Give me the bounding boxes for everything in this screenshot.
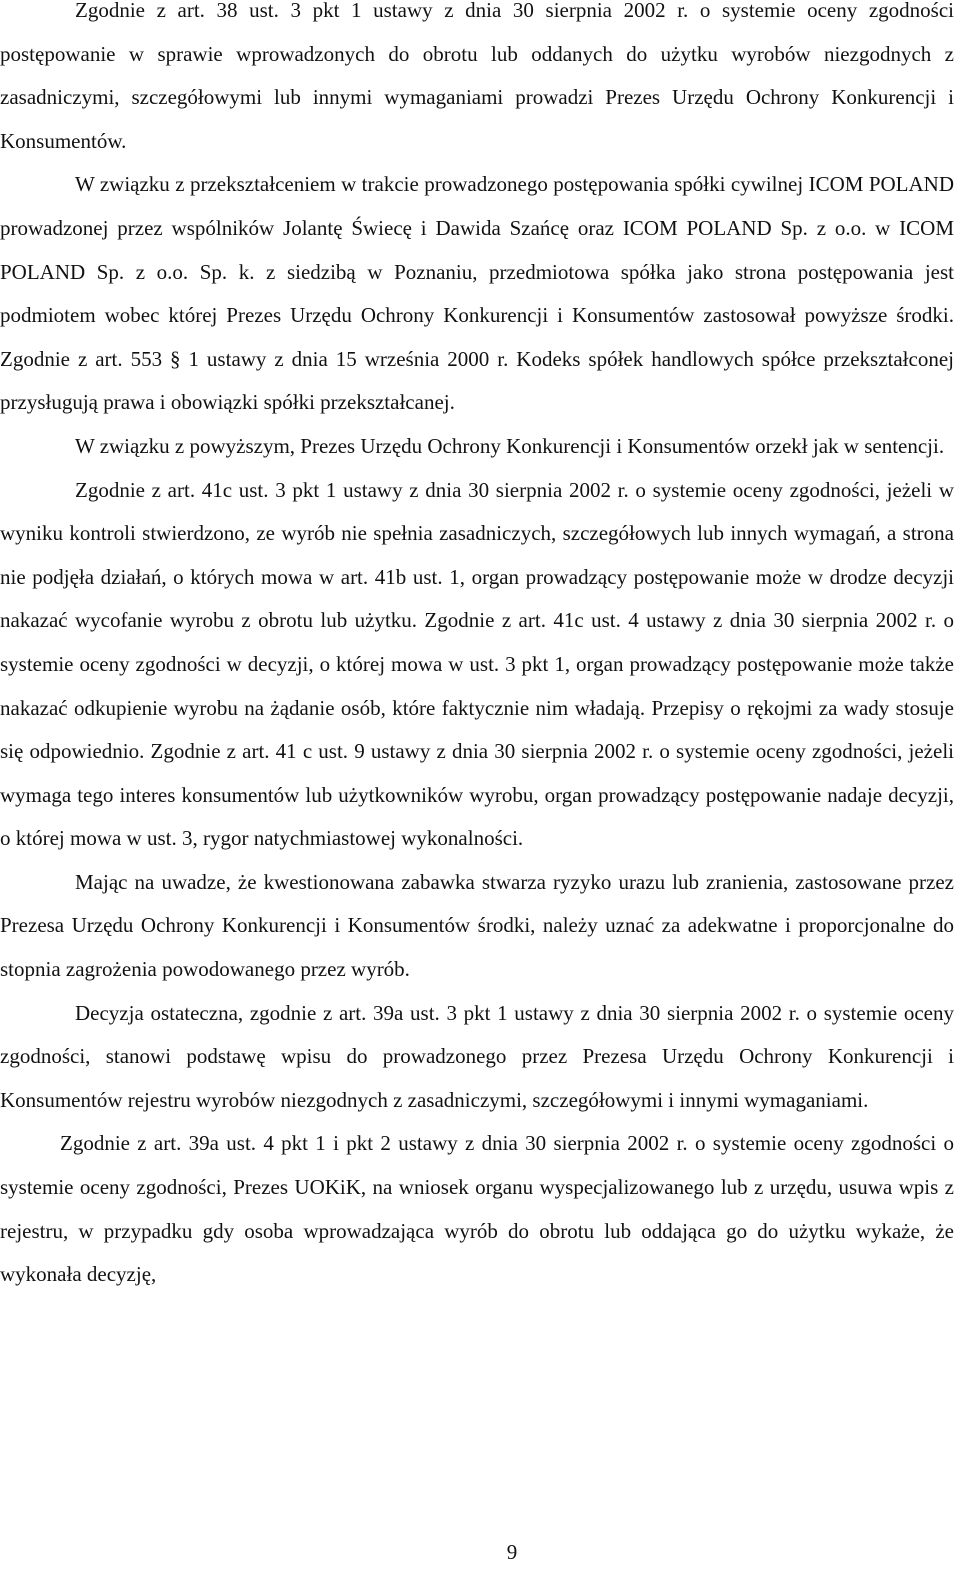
- paragraph-6: Decyzja ostateczna, zgodnie z art. 39a ust. 3 pkt 1 ustawy z dnia 30 sierpnia 2002 r. o systemie oceny zgodności, stanowi podstawę wpisu do prowadzonego przez Prezesa Urzędu Ochrony Konkurencji i Konsumentów rejestru wyrobów niezgodnych z zasadniczymi, szczegółowymi i innymi wymaganiami.: [0, 1000, 954, 1112]
- paragraph-3: W związku z powyższym, Prezes Urzędu Ochrony Konkurencji i Konsumentów orzekł jak w sentencji.: [75, 433, 945, 458]
- paragraph-5: Mając na uwadze, że kwestionowana zabawka stwarza ryzyko urazu lub zranienia, zastosowane przez Prezesa Urzędu Ochrony Konkurencji i Konsumentów środki, należy uznać za adekwatne i proporcjonalne do stopnia zagrożenia powodowanego przez wyrób.: [0, 869, 954, 982]
- paragraph-2: W związku z przekształceniem w trakcie prowadzonego postępowania spółki cywilnej ICOM POLAND prowadzonej przez wspólników Jolantę Świecę i Dawida Szańcę oraz ICOM POLAND Sp. z o.o. w ICOM POLAND Sp. z o.o. Sp. k. z siedzibą w Poznaniu, przedmiotowa spółka jako strona postępowania jest podmiotem wobec której Prezes Urzędu Ochrony Konkurencji i Konsumentów zastosował powyższe środki. Zgodnie z art. 553 § 1 ustawy z dnia 15 września 2000 r. Kodeks spółek handlowych spółce przekształconej przysługują prawa i obowiązki spółki przekształcanej.: [0, 172, 954, 415]
- page-number: 9: [506, 1540, 518, 1564]
- paragraph-7: Zgodnie z art. 39a ust. 4 pkt 1 i pkt 2 ustawy z dnia 30 sierpnia 2002 r. o systemie oceny zgodności o systemie oceny zgodności, Prezes UOKiK, na wniosek organu wyspecjalizowanego lub z urzędu, usuwa wpis z rejestru, w przypadku gdy osoba wprowadzająca wyrób do obrotu lub oddająca go do użytku wykaże, że wykonała decyzję,: [0, 1131, 954, 1287]
- paragraph-1: Zgodnie z art. 38 ust. 3 pkt 1 ustawy z dnia 30 sierpnia 2002 r. o systemie oceny zgodności postępowanie w sprawie wprowadzonych do obrotu lub oddanych do użytku wyrobów niezgodnych z zasadniczymi, szczegółowymi lub innymi wymaganiami prowadzi Prezes Urzędu Ochrony Konkurencji i Konsumentów.: [0, 0, 954, 153]
- paragraph-4: Zgodnie z art. 41c ust. 3 pkt 1 ustawy z dnia 30 sierpnia 2002 r. o systemie oceny zgodności, jeżeli w wyniku kontroli stwierdzono, ze wyrób nie spełnia zasadniczych, szczegółowych lub innych wymagań, a strona nie podjęła działań, o których mowa w art. 41b ust. 1, organ prowadzący postępowanie może w drodze decyzji nakazać wycofanie wyrobu z obrotu lub użytku. Zgodnie z art. 41c ust. 4 ustawy z dnia 30 sierpnia 2002 r. o systemie oceny zgodności w decyzji, o której mowa w ust. 3 pkt 1, organ prowadzący postępowanie może także nakazać odkupienie wyrobu na żądanie osób, które faktycznie nim władają. Przepisy o rękojmi za wady stosuje się odpowiednio. Zgodnie z art. 41 c ust. 9 ustawy z dnia 30 sierpnia 2002 r. o systemie oceny zgodności, jeżeli wymaga tego interes konsumentów lub użytkowników wyrobu, organ prowadzący postępowanie nadaje decyzji, o której mowa w ust. 3, rygor natychmiastowej wykonalności.: [0, 477, 954, 851]
